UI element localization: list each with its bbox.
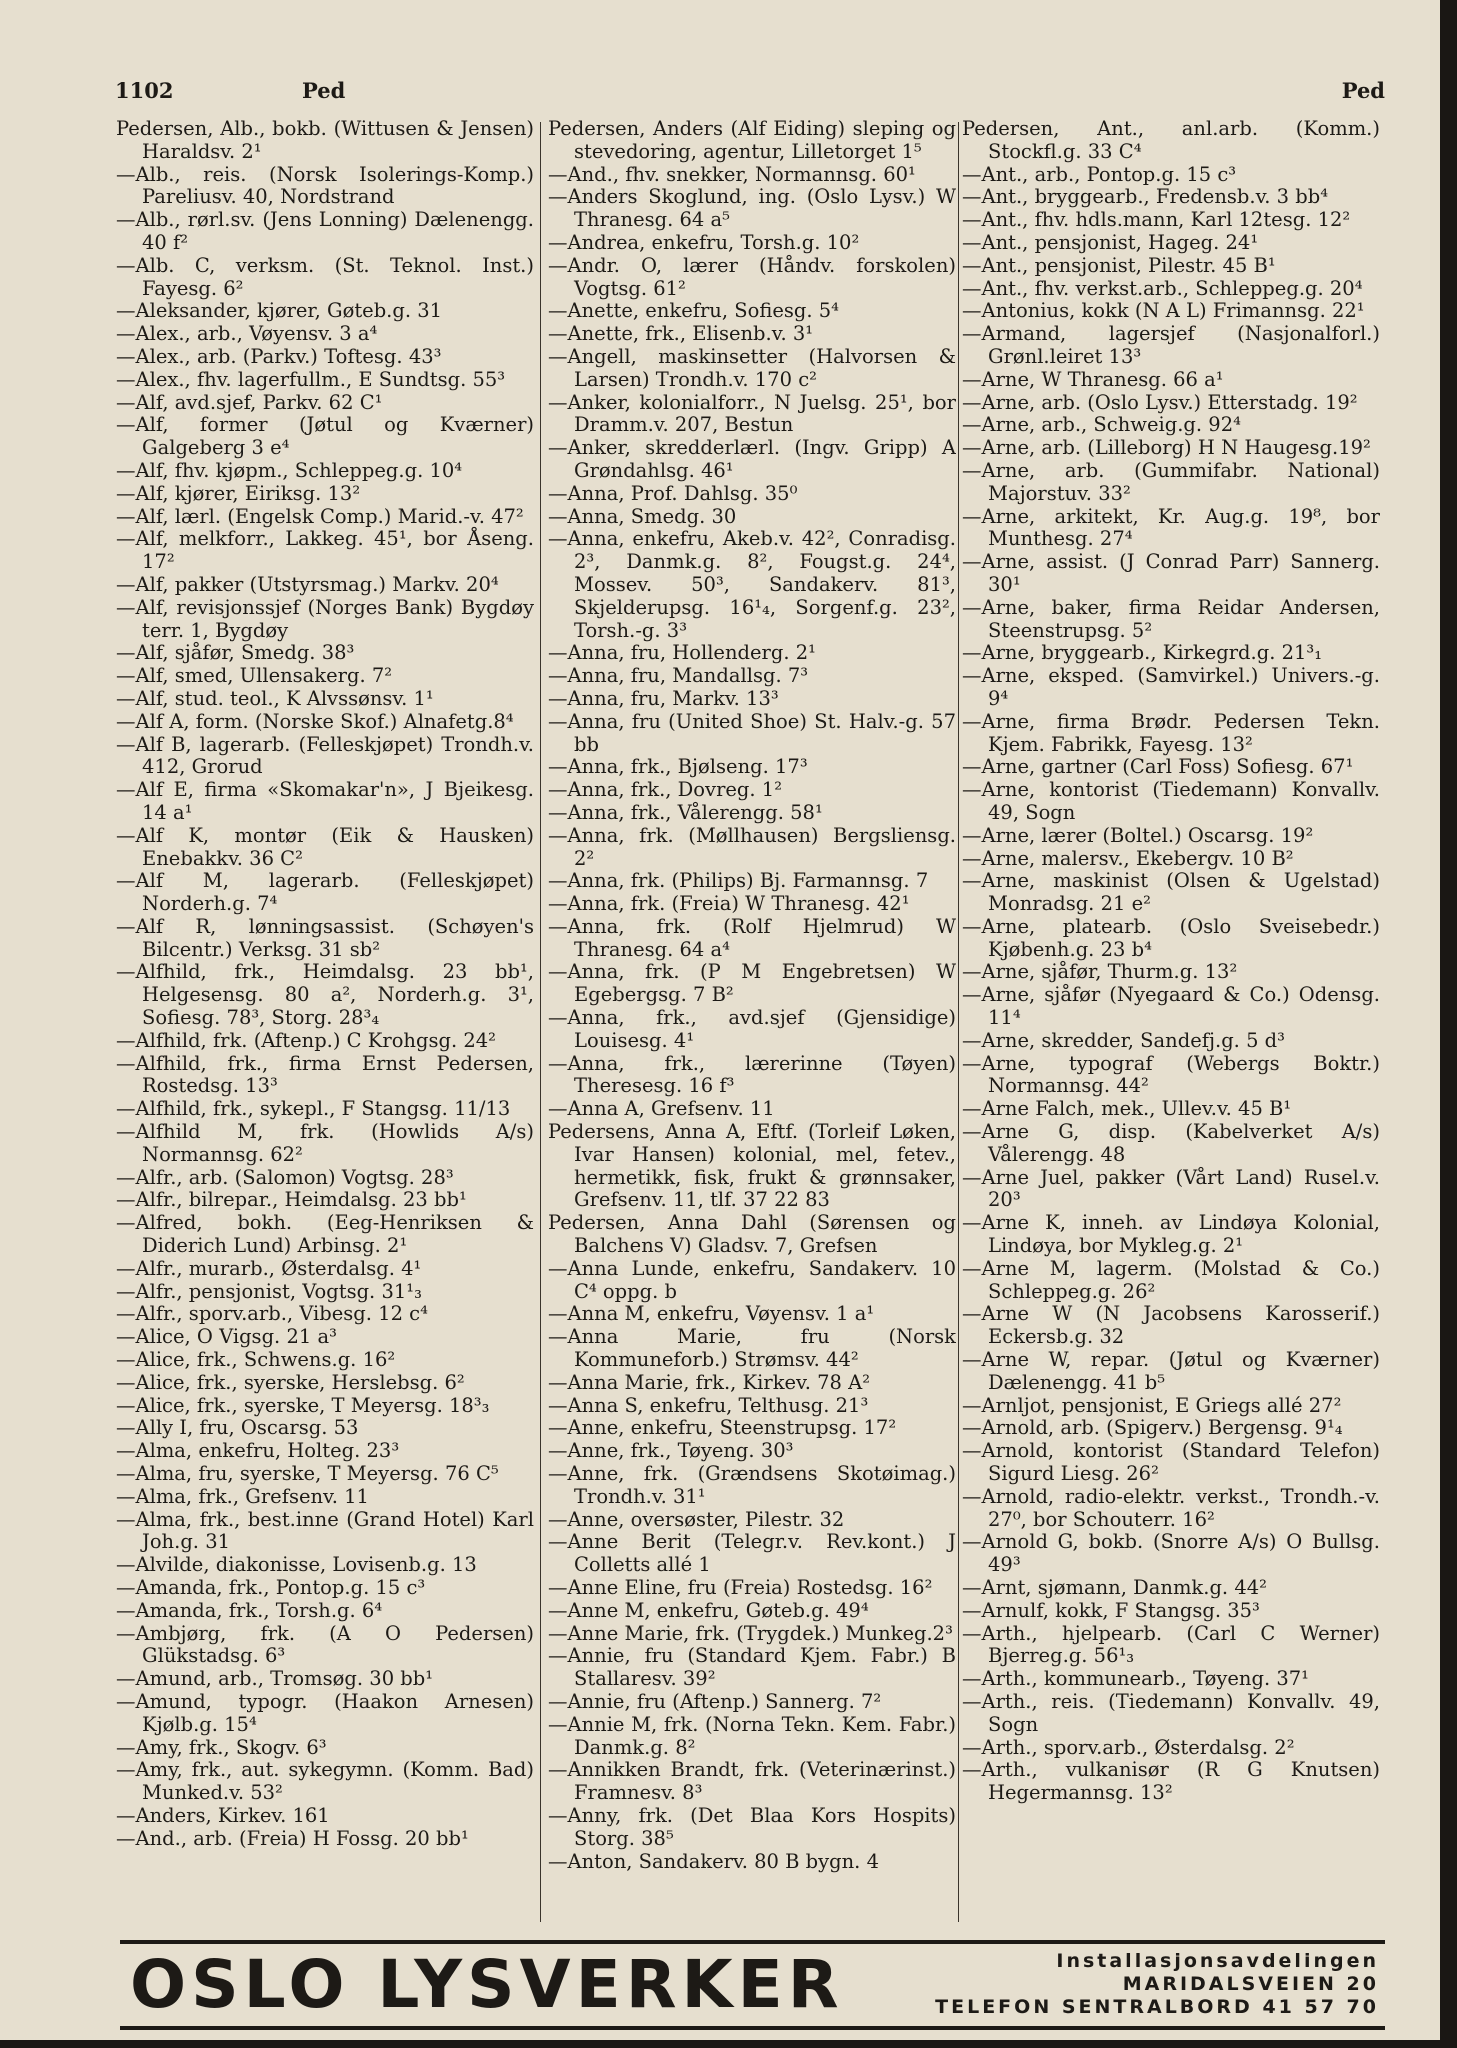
directory-entry: —Alfhild, frk., firma Ernst Pedersen, Rostedsg. 13³ [116,1051,534,1098]
directory-entry: —Alf R, lønningsassist. (Schøyen's Bilcentr.) Verksg. 31 sb² [116,914,534,961]
advertiser-department: Installasjonsavdelingen [1056,1950,1379,1972]
directory-entry: —Alf, stud. teol., K Alvssønsv. 1¹ [116,686,434,710]
directory-entry: —Anna, frk. (P M Engebretsen) W Egebergsg. 7 B² [548,960,956,1007]
directory-entry: —Arth., vulkanisør (R G Knutsen) Hegermannsg. 13² [962,1758,1380,1805]
directory-entry: —Anne Berit (Telegr.v. Rev.kont.) J Colletts allé 1 [548,1530,956,1577]
directory-entry: —Alf B, lagerarb. (Felleskjøpet) Trondh.v. 412, Grorud [116,732,534,779]
directory-entry: —Arne, baker, firma Reidar Andersen, Steenstrupsg. 5² [962,595,1380,642]
directory-entry: —Anders Skoglund, ing. (Oslo Lysv.) W Thranesg. 64 a⁵ [548,185,956,232]
directory-entry: —Andrea, enkefru, Torsh.g. 10² [548,230,860,254]
directory-entry: —Alf, former (Jøtul og Kværner) Galgeberg 3 e⁴ [116,413,534,460]
directory-entry: Pedersen, Ant., anl.arb. (Komm.) Stockfl.g. 33 C⁴ [962,118,1380,163]
directory-entry: —Alfhild, frk. (Aftenp.) C Krohgsg. 24² [116,1028,496,1052]
directory-entry: —Arne, arb. (Lilleborg) H N Haugesg.19² [962,436,1371,460]
directory-entry: —Arne, eksped. (Samvirkel.) Univers.-g. 9⁴ [962,664,1380,710]
directory-entry: Pedersen, Alb., bokb. (Wittusen & Jensen) Haraldsv. 2¹ [116,118,534,163]
directory-entry: —Anna, frk., Bjølseng. 17³ [548,755,808,779]
directory-entry: —Alice, frk., Schwens.g. 16² [116,1348,396,1372]
directory-entry: —Arnulf, kokk, F Stangsg. 35³ [962,1598,1260,1622]
directory-entry: —Annikken Brandt, frk. (Veterinærinst.) Framnesv. 8³ [548,1758,956,1805]
directory-entry: —Alf, fhv. kjøpm., Schleppeg.g. 10⁴ [116,458,463,482]
column-1 [116,118,534,1928]
directory-entry: —Amund, arb., Tromsøg. 30 bb¹ [116,1667,434,1691]
directory-entry: —Arne, kontorist (Tiedemann) Konvallv. 49, Sogn [962,778,1380,824]
directory-entry: —Arne W (N Jacobsens Karosserif.) Eckersb.g. 32 [962,1302,1380,1349]
directory-entry: —Arth., hjelpearb. (Carl C Werner) Bjerreg.g. 56¹₃ [962,1621,1380,1668]
directory-entry: —Arth., reis. (Tiedemann) Konvallv. 49, Sogn [962,1689,1380,1736]
directory-entry: —Anna, frk., lærerinne (Tøyen) Theresesg. 16 f³ [548,1051,956,1098]
directory-entry: —Armand, lagersjef (Nasjonalforl.) Grønl.leiret 13³ [962,322,1380,368]
directory-entry: —Alfhild M, frk. (Howlids A/s) Normannsg. 62² [116,1120,534,1166]
directory-entry: —Ant., pensjonist, Hageg. 24¹ [962,230,1259,254]
directory-entry: —Alf, pakker (Utstyrsmag.) Markv. 20⁴ [116,572,499,596]
directory-entry: —Annie, fru (Standard Kjem. Fabr.) B Stallaresv. 39² [548,1644,956,1691]
directory-entry: —Anette, frk., Elisenb.v. 3¹ [548,322,814,346]
directory-entry: —Anna, enkefru, Akeb.v. 42², Conradisg. 2³, Danmk.g. 8², Fougst.g. 24⁴, Mossev. 50³, Sandakerv. 81³, Skjelderupsg. 16¹₄, Sorgenf.g. 23², Torsh.-g. 3³ [548,527,956,642]
directory-entry: —Ant., fhv. verkst.arb., Schleppeg.g. 20⁴ [962,276,1363,300]
directory-entry: —Arne, firma Brødr. Pedersen Tekn. Kjem. Fabrikk, Fayesg. 13² [962,709,1380,756]
directory-entry: —Annie M, frk. (Norna Tekn. Kem. Fabr.) Danmk.g. 8² [548,1712,956,1759]
directory-entry: —Alf, melkforr., Lakkeg. 45¹, bor Åseng. 17² [116,527,534,574]
directory-entry: —Arne, sjåfør, Thurm.g. 13² [962,960,1238,984]
directory-entry: —Annie, fru (Aftenp.) Sannerg. 7² [548,1689,882,1713]
directory-entry: —Anton, Sandakerv. 80 B bygn. 4 [548,1849,879,1873]
directory-entry: —Anna, Prof. Dahlsg. 35⁰ [548,481,798,505]
directory-entry: —Anne M, enkefru, Gøteb.g. 49⁴ [548,1598,869,1622]
directory-entry: —Anna, fru (United Shoe) St. Halv.-g. 57 bb [548,709,956,756]
directory-entry: —Arne, W Thranesg. 66 a¹ [962,367,1224,391]
directory-entry: —Arth., kommunearb., Tøyeng. 37¹ [962,1667,1309,1691]
directory-entry: —Arth., sporv.arb., Østerdalsg. 2² [962,1735,1295,1759]
directory-entry: —Arne Juel, pakker (Vårt Land) Rusel.v. 20³ [962,1165,1380,1212]
directory-entry: —Arne Falch, mek., Ullev.v. 45 B¹ [962,1097,1292,1121]
directory-entry: —Anna Marie, fru (Norsk Kommuneforb.) Strømsv. 44² [548,1325,956,1372]
directory-entry: —Alma, enkefru, Holteg. 23³ [116,1439,400,1463]
directory-entry: —Alfhild, frk., sykepl., F Stangsg. 11/13 [116,1097,511,1121]
directory-entry: —Alvilde, diakonisse, Lovisenb.g. 13 [116,1553,477,1577]
directory-entry: —Arne, arb. (Gummifabr. National) Majorstuv. 33² [962,458,1380,505]
column-divider [958,122,959,1922]
directory-entry: —Arnold, radio-elektr. verkst., Trondh.-v. 27⁰, bor Schouterr. 16² [962,1484,1380,1531]
directory-entry: —Anna A, Grefsenv. 11 [548,1097,775,1121]
directory-entry: —Amund, typogr. (Haakon Arnesen) Kjølb.g. 15⁴ [116,1689,534,1736]
directory-entry: —And., arb. (Freia) H Fossg. 20 bb¹ [116,1826,469,1850]
directory-entry: —Anna, frk. (Møllhausen) Bergsliensg. 2² [548,823,956,870]
directory-entry: —Ant., bryggearb., Fredensb.v. 3 bb⁴ [962,185,1329,209]
directory-entry: —Arnold, arb. (Spigerv.) Bergensg. 9¹₄ [962,1416,1343,1440]
directory-entry: —Arne, skredder, Sandefj.g. 5 d³ [962,1028,1285,1052]
page-header [115,78,1385,112]
directory-entry: —Angell, maskinsetter (Halvorsen & Larsen) Trondh.v. 170 c² [548,344,956,391]
advertiser-phone: TELEFON SENTRALBORD 41 57 70 [935,1996,1379,2018]
directory-entry: —Alf A, form. (Norske Skof.) Alnafetg.8⁴ [116,709,514,733]
directory-entry: —Ant., pensjonist, Pilestr. 45 B¹ [962,253,1276,277]
directory-entry: —Anna, frk. (Philips) Bj. Farmannsg. 7 [548,869,929,893]
directory-entry: —Alex., arb., Vøyensv. 3 a⁴ [116,322,378,346]
directory-entry: —Anne, frk., Tøyeng. 30³ [548,1439,794,1463]
directory-entry: —Alb., reis. (Norsk Isolerings-Komp.) Pareliusv. 40, Nordstrand [116,162,534,209]
directory-entry: —Alb. C, verksm. (St. Teknol. Inst.) Fayesg. 6² [116,253,534,300]
directory-entry: —Arne, gartner (Carl Foss) Sofiesg. 67¹ [962,755,1354,779]
directory-entry: —Anne, enkefru, Steenstrupsg. 17² [548,1416,897,1440]
directory-entry: —Anna Lunde, enkefru, Sandakerv. 10 C⁴ oppg. b [548,1256,956,1303]
directory-entry: —Arne K, inneh. av Lindøya Kolonial, Lindøya, bor Mykleg.g. 2¹ [962,1211,1380,1258]
directory-entry: —Antonius, kokk (N A L) Frimannsg. 22¹ [962,299,1365,323]
directory-entry: —Anders, Kirkev. 161 [116,1803,330,1827]
directory-entry: —Arne W, repar. (Jøtul og Kværner) Dælenengg. 41 b⁵ [962,1348,1380,1394]
directory-entry: —Arne M, lagerm. (Molstad & Co.) Schleppeg.g. 26² [962,1256,1380,1303]
directory-entry: —Arne, lærer (Boltel.) Oscarsg. 19² [962,823,1314,847]
directory-entry: —Anna, fru, Mandallsg. 7³ [548,664,809,688]
directory-entry: —Alf M, lagerarb. (Felleskjøpet) Norderh.g. 7⁴ [116,869,534,916]
page-number: 1102 [115,78,174,103]
directory-entry: —Anna, frk., avd.sjef (Gjensidige) Louisesg. 4¹ [548,1006,956,1052]
directory-entry: —Alfr., pensjonist, Vogtsg. 31¹₃ [116,1279,422,1303]
directory-entry: —Alf, revisjonssjef (Norges Bank) Bygdøy terr. 1, Bygdøy [116,595,534,642]
directory-entry: —Aleksander, kjører, Gøteb.g. 31 [116,299,443,323]
directory-entry: Pedersen, Anna Dahl (Sørensen og Balchens V) Gladsv. 7, Grefsen [548,1211,956,1258]
directory-entry: —Alma, frk., Grefsenv. 11 [116,1484,369,1508]
directory-entry: —Alfr., sporv.arb., Vibesg. 12 c⁴ [116,1302,428,1326]
directory-entry: —Alma, fru, syerske, T Meyersg. 76 C⁵ [116,1462,499,1486]
directory-entry: —Arne G, disp. (Kabelverket A/s) Vålerengg. 48 [962,1120,1380,1166]
directory-entry: —Arne, arkitekt, Kr. Aug.g. 19⁸, bor Munthesg. 27⁴ [962,504,1380,551]
directory-entry: —Anna, Smedg. 30 [548,504,737,528]
directory-entry: —Amy, frk., Skogv. 6³ [116,1735,327,1759]
directory-entry: —Alf, lærl. (Engelsk Comp.) Marid.-v. 47² [116,504,524,528]
column-3 [962,118,1380,1928]
directory-entry: —Anna, frk., Dovreg. 1² [548,778,783,802]
directory-entry: —Alf E, firma «Skomakar'n», J Bjeikesg. 14 a¹ [116,778,534,824]
advertisement-banner [120,1940,1385,2030]
directory-entry: Pedersen, Anders (Alf Eiding) sleping og stevedoring, agentur, Lilletorget 1⁵ [548,118,956,163]
directory-entry: —Andr. O, lærer (Håndv. forskolen) Vogtsg. 61² [548,253,956,300]
directory-entry: —Arnold G, bokb. (Snorre A/s) O Bullsg. 49³ [962,1530,1380,1577]
directory-entry: —And., fhv. snekker, Normannsg. 60¹ [548,162,916,186]
directory-entry: —Alf, avd.sjef, Parkv. 62 C¹ [116,390,383,414]
directory-entry: —Alb., rørl.sv. (Jens Lonning) Dælenengg. 40 f² [116,208,534,254]
directory-entry: —Arne, bryggearb., Kirkegrd.g. 21³₁ [962,641,1323,665]
directory-entry: —Anna, frk. (Freia) W Thranesg. 42¹ [548,892,910,916]
advertiser-address: MARIDALSVEIEN 20 [1122,1973,1379,1995]
directory-entry: —Alf, sjåfør, Smedg. 38³ [116,641,355,665]
directory-entry: —Alf K, montør (Eik & Hausken) Enebakkv. 36 C² [116,823,534,870]
directory-entry: —Anna, frk. (Rolf Hjelmrud) W Thranesg. 64 a⁴ [548,914,956,961]
directory-entry: —Alfr., murarb., Østerdalsg. 4¹ [116,1256,422,1280]
directory-entry: —Alf, kjører, Eiriksg. 13² [116,481,361,505]
directory-entry: —Alfred, bokh. (Eeg-Henriksen & Diderich Lund) Arbinsg. 2¹ [116,1211,534,1258]
guide-word-left: Ped [302,78,346,103]
column-2 [548,118,956,1928]
directory-entry: —Alfhild, frk., Heimdalsg. 23 bb¹, Helgesensg. 80 a², Norderh.g. 3¹, Sofiesg. 78³, Storg. 28³₄ [116,960,534,1030]
directory-entry: —Anna M, enkefru, Vøyensv. 1 a¹ [548,1302,875,1326]
directory-entry: —Arne, assist. (J Conrad Parr) Sannerg. 30¹ [962,550,1380,596]
advertiser-name: OSLO LYSVERKER [130,1946,844,2023]
directory-entry: —Arne, sjåfør (Nyegaard & Co.) Odensg. 11⁴ [962,983,1380,1030]
directory-entry: —Alice, frk., syerske, Herslebsg. 6² [116,1370,465,1394]
directory-entry: —Arne, arb., Schweig.g. 92⁴ [962,413,1241,437]
directory-entry: —Arne, platearb. (Oslo Sveisebedr.) Kjøbenh.g. 23 b⁴ [962,914,1380,961]
directory-entry: —Alice, frk., syerske, T Meyersg. 18³₃ [116,1393,490,1417]
directory-entry: —Anna, fru, Markv. 13³ [548,686,779,710]
directory-entry: —Anker, skredderlærl. (Ingv. Gripp) A Grøndahlsg. 46¹ [548,436,956,482]
directory-entry: —Arne, arb. (Oslo Lysv.) Etterstadg. 19² [962,390,1358,414]
directory-entry: —Anker, kolonialforr., N Juelsg. 25¹, bor Dramm.v. 207, Bestun [548,390,956,437]
directory-entry: Pedersens, Anna A, Eftf. (Torleif Løken, Ivar Hansen) kolonial, mel, fetev., hermetikk, fisk, frukt & grønnsaker, Grefsenv. 11, tlf. 37 22 83 [548,1120,956,1212]
column-divider [540,122,541,1922]
directory-entry: —Ally I, fru, Oscarsg. 53 [116,1416,359,1440]
directory-entry: —Alfr., arb. (Salomon) Vogtsg. 28³ [116,1165,454,1189]
directory-entry: —Alex., fhv. lagerfullm., E Sundtsg. 55³ [116,367,506,391]
directory-entry: —Ant., arb., Pontop.g. 15 c³ [962,162,1237,186]
directory-entry: —Arnold, kontorist (Standard Telefon) Sigurd Liesg. 26² [962,1439,1380,1486]
directory-entry: —Anny, frk. (Det Blaa Kors Hospits) Storg. 38⁵ [548,1803,956,1850]
directory-entry: —Anna S, enkefru, Telthusg. 21³ [548,1393,869,1417]
directory-entry: —Alice, O Vigsg. 21 a³ [116,1325,337,1349]
directory-entry: —Arnljot, pensjonist, E Griegs allé 27² [962,1393,1342,1417]
directory-entry: —Anne Marie, frk. (Trygdek.) Munkeg.2³ [548,1621,953,1645]
directory-entry: —Anne, oversøster, Pilestr. 32 [548,1507,845,1531]
directory-entry: —Alma, frk., best.inne (Grand Hotel) Karl Joh.g. 31 [116,1507,534,1554]
directory-entry: —Anette, enkefru, Sofiesg. 5⁴ [548,299,839,323]
directory-entry: —Arne, typograf (Webergs Boktr.) Normannsg. 44² [962,1051,1380,1098]
directory-entry: —Arne, maskinist (Olsen & Ugelstad) Monradsg. 21 e² [962,869,1380,916]
directory-entry: —Ant., fhv. hdls.mann, Karl 12tesg. 12² [962,208,1351,232]
directory-entry: —Anna, frk., Vålerengg. 58¹ [548,800,823,824]
directory-entry: —Anna, fru, Hollenderg. 2¹ [548,641,816,665]
directory-entry: —Arne, malersv., Ekebergv. 10 B² [962,846,1294,870]
directory-entry: —Amanda, frk., Pontop.g. 15 c³ [116,1576,426,1599]
advertiser-details [935,1950,1379,2019]
directory-entry: —Alfr., bilrepar., Heimdalsg. 23 bb¹ [116,1188,467,1212]
directory-entry: —Amanda, frk., Torsh.g. 6⁴ [116,1598,383,1622]
directory-entry: —Anna Marie, frk., Kirkev. 78 A² [548,1370,871,1394]
directory-entry: —Alf, smed, Ullensakerg. 7² [116,664,393,688]
directory-entry: —Ambjørg, frk. (A O Pedersen) Glükstadsg. 6³ [116,1621,534,1668]
directory-entry: —Alex., arb. (Parkv.) Toftesg. 43³ [116,344,442,368]
directory-entry: —Anne, frk. (Grændsens Skotøimag.) Trondh.v. 31¹ [548,1462,956,1508]
directory-entry: —Arnt, sjømann, Danmk.g. 44² [962,1576,1267,1599]
directory-entry: —Anne Eline, fru (Freia) Rostedsg. 16² [548,1576,933,1599]
directory-entry: —Amy, frk., aut. sykegymn. (Komm. Bad) Munked.v. 53² [116,1758,534,1805]
guide-word-right: Ped [1341,78,1385,103]
